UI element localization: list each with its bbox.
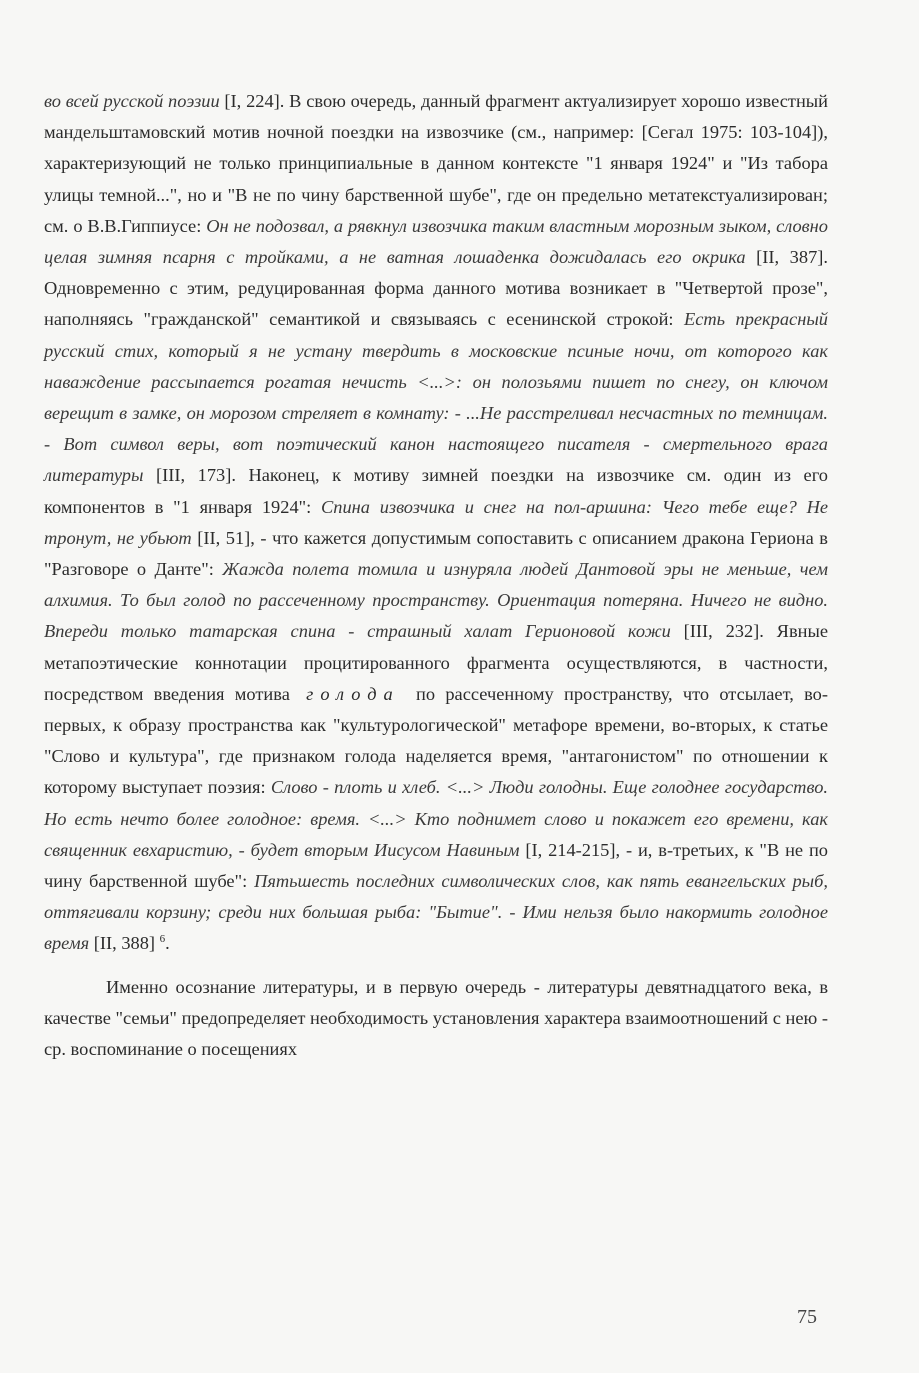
text-run: по рассеченному пространству, что отсылает, во-первых, к образу пространства как "культурологической" метафоре времени, во-вторых, к статье "Слово и культура", где признаком голода наделяется время, "антагонистом" по отношении к которому выступает поэзия: [44,683,828,798]
text-run: [II, 51], - что кажется допустимым сопоставить с описанием дракона Гериона в "Разговоре о Данте": [44,527,828,580]
page-number: 75 [797,1306,817,1328]
text-run: [I, 224]. В свою очередь, данный фрагмент актуализирует хорошо известный мандельштамовский мотив ночной поездки на извозчике (см., например: [Сегал 1975: 103-104]), характеризующий не только принципиальные в данном контексте "1 января 1924" и "Из табора улицы темной...", но и "В не по чину барственной шубе", где он предельно метатекстуализирован; см. о В.В.Гиппиусе: [44,91,828,236]
body-text [44,86,828,1065]
italic-quote: Есть прекрасный русский стих, который я не устану твердить в московские псиные ночи, от которого как наваждение рассыпается рогатая нечисть <...>: он полозьями пишет по снегу, он ключом верещит в замке, он морозом стреляет в комнату: - ...Не расстреливал несчастных по темницам. - Вот символ веры, вот поэтический канон настоящего писателя - смертельного врага литературы [44,309,828,486]
paragraph-1 [44,86,828,960]
italic-quote: Спина извозчика и снег на пол-аршина: Чего тебе еще? Не тронут, не убьют [44,496,829,548]
paragraph-2: Именно осознание литературы, и в первую очередь - литературы девятнадцатого века, в качестве "семьи" предопределяет необходимость установления характера взаимоотношений с нею - ср. воспоминание о посещениях [44,976,828,1060]
italic-quote: Он не подозвал, а рявкнул извозчика таким властным морозным зыком, словно целая зимняя псарня с тройками, а не ватная лошаденка дожидалась его окрика [44,215,828,268]
text-run: [II, 387]. Одновременно с этим, редуцированная форма данного мотива возникает в "Четвертой прозе", наполняясь "гражданской" семантикой и связываясь с есенинской строкой: [44,247,828,330]
text-run: [I, 214-215], - и, в-третьих, к "В не по чину барственной шубе": [44,839,828,892]
text-run: [II, 388] [89,933,160,954]
text-run: [III, 232]. Явные метапоэтические коннотации процитированного фрагмента осуществляются, в частности, посредством введения мотива [44,621,828,704]
italic-quote: Слово - плоть и хлеб. <...> Люди голодны. Еще голоднее государство. Но есть нечто более голодное: время. <...> Кто поднимет слово и покажет его времени, как священник евхаристию, - будет вторым Иисусом Навиным [44,777,828,860]
italic-quote: во всей русской поэзии [44,91,220,111]
italic-quote: Жажда полета томила и изнуряла людей Дантовой эры не меньше, чем алхимия. То был голод по рассеченному пространству. Ориентация потеряна. Ничего не видно. Впереди только татарская спина - страшный халат Герионовой кожи [44,559,828,642]
footnote-marker: 6 [159,933,166,946]
italic-quote: Пятьшесть последних символических слов, как пять евангельских рыб, оттягивали корзину; среди них большая рыба: "Бытие". - Ими нельзя было накормить голодное время [44,871,828,954]
spaced-emphasis: голода [306,683,400,704]
text-run: [III, 173]. Наконец, к мотиву зимней поездки на извозчике см. один из его компонентов в "1 января 1924": [44,465,828,517]
text-run: . [165,933,170,954]
